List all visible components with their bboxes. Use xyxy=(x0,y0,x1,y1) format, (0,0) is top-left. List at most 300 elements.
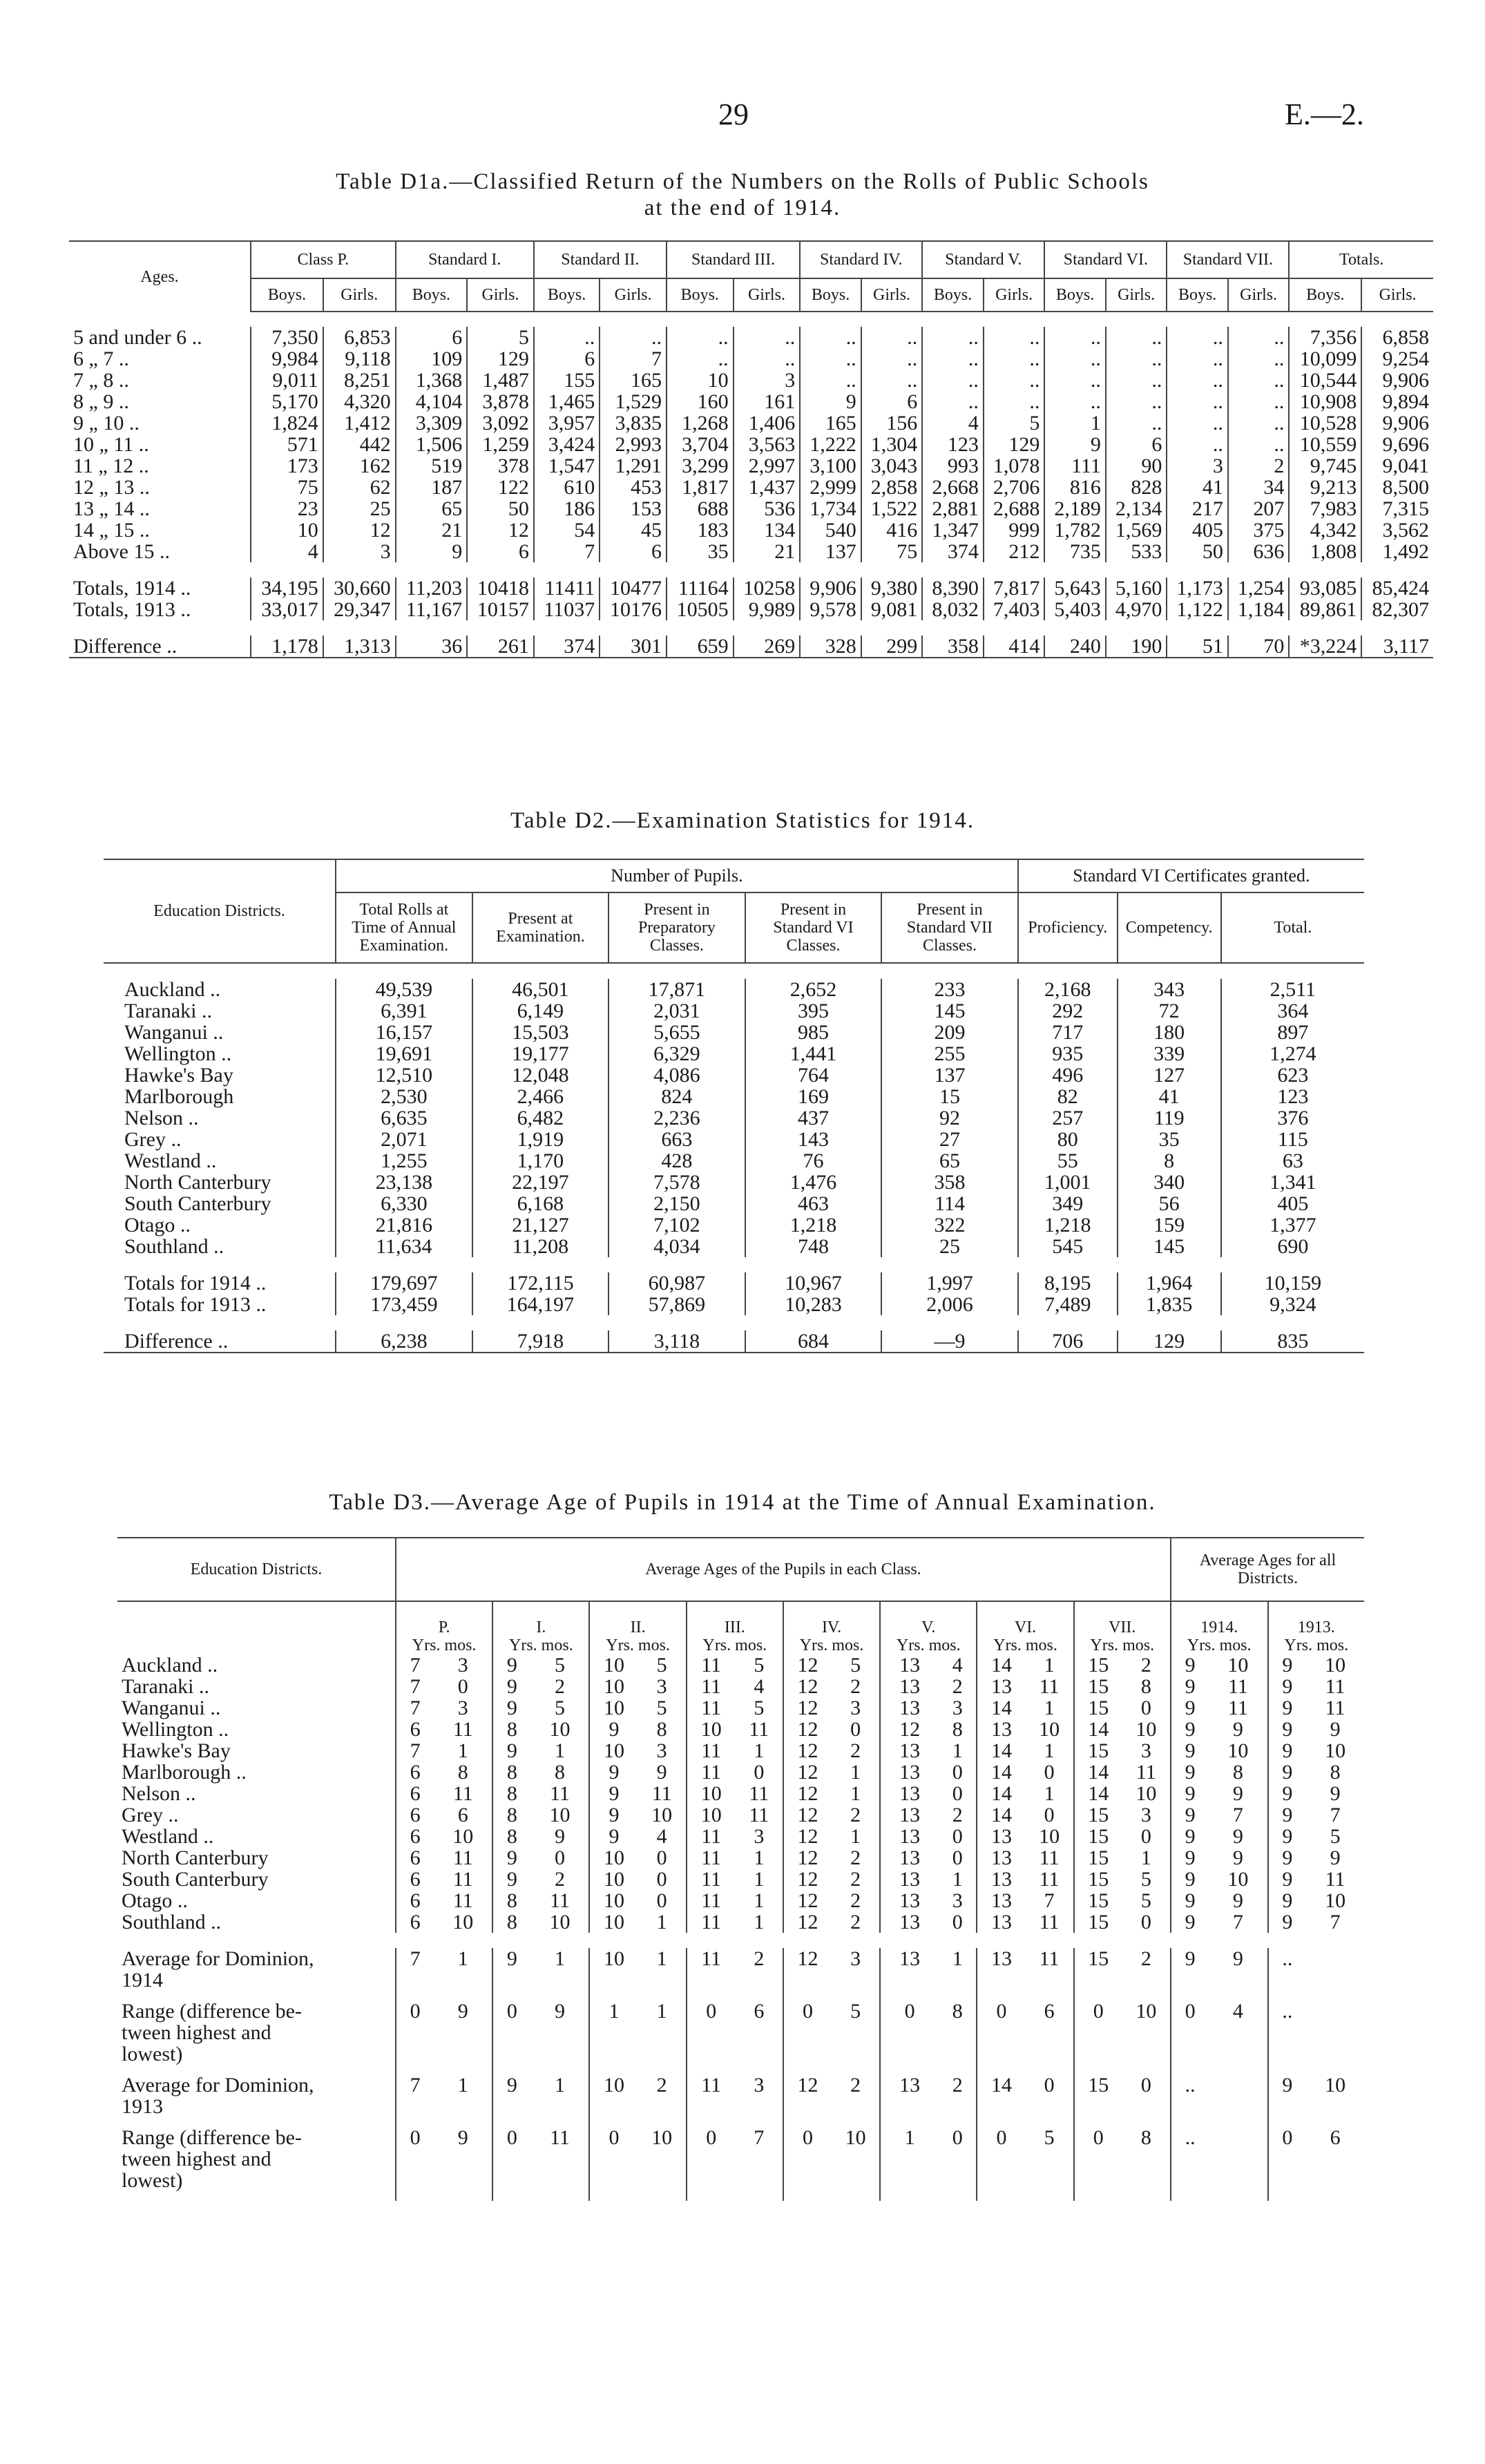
cell-value: 11 xyxy=(452,1868,473,1891)
cell-value: 3,424 xyxy=(534,434,600,455)
row-label: Taranaki .. xyxy=(122,1675,210,1698)
cell-value: 0 xyxy=(1044,1761,1055,1784)
table-row xyxy=(104,1129,1364,1150)
cell-value: 8 xyxy=(1232,1761,1243,1784)
cell-value: 540 xyxy=(800,519,861,541)
cell-value: 255 xyxy=(881,1043,1018,1064)
cell-value: 0 xyxy=(555,1846,565,1869)
cell-value: 85,424 xyxy=(1361,577,1433,599)
cell-value: 2,858 xyxy=(861,477,923,498)
cell-value: 9 xyxy=(1171,1826,1209,1847)
cell-value: 13 xyxy=(880,1948,939,2000)
row-label: 9 „ 10 .. xyxy=(73,412,140,434)
cell-value: 706 xyxy=(1018,1330,1118,1353)
units-label: Yrs. mos. xyxy=(412,1636,477,1654)
cell-value: .. xyxy=(861,327,923,348)
class-name: 1913. xyxy=(1297,1618,1335,1636)
cell-value: 11,634 xyxy=(336,1236,472,1257)
cell-value: 3 xyxy=(850,1947,861,1970)
cell-value: 137 xyxy=(881,1064,1018,1086)
cell-value: 111 xyxy=(1044,455,1106,477)
cell-value: .. xyxy=(800,327,861,348)
cell-value: 8 xyxy=(952,1718,963,1741)
cell-value: 663 xyxy=(609,1129,745,1150)
cell-value: 1,487 xyxy=(467,370,534,391)
table-d1a xyxy=(69,240,1433,658)
cell-value: 13 xyxy=(977,1948,1025,2000)
table-row xyxy=(69,477,1433,498)
cell-value: 11 xyxy=(687,1869,736,1890)
cell-value: 9 xyxy=(1330,1782,1341,1805)
cell-value: 45 xyxy=(600,519,667,541)
cell-value: 63 xyxy=(1221,1150,1364,1172)
class-header xyxy=(880,1601,977,1654)
cell-value xyxy=(1306,1948,1364,2000)
cell-value: 11 xyxy=(1136,1761,1156,1784)
cell-value: 207 xyxy=(1228,498,1290,519)
cell-value: 8 xyxy=(1118,1150,1221,1172)
cell-value: 2 xyxy=(1228,455,1290,477)
cell-value: 0 xyxy=(1140,2074,1151,2097)
cell-value: 21,816 xyxy=(336,1214,472,1236)
cell-value: 14 xyxy=(1074,1719,1122,1740)
cell-value: 4 xyxy=(754,1675,765,1698)
cell-value: 12 xyxy=(783,1890,832,1911)
cell-value: .. xyxy=(734,348,801,370)
cell-value: 0 xyxy=(977,2000,1025,2074)
cell-value: 82 xyxy=(1018,1086,1118,1107)
cell-value: 322 xyxy=(881,1214,1018,1236)
cell-value: 0 xyxy=(952,2126,963,2149)
cell-value: 10 xyxy=(651,2126,673,2149)
table-row xyxy=(104,979,1364,1000)
cell-value: 2 xyxy=(952,2074,963,2097)
cell-value: 3 xyxy=(1140,1804,1151,1826)
cell-value: 41 xyxy=(1167,477,1228,498)
cell-value: 9 xyxy=(1268,1761,1307,1783)
cell-value: 10,283 xyxy=(745,1294,882,1315)
cell-value: 2,466 xyxy=(472,1086,609,1107)
cell-value: 7,918 xyxy=(472,1330,609,1353)
cell-value: 11 xyxy=(1325,1697,1345,1719)
cell-value: 10 xyxy=(251,519,323,541)
cell-value: 0 xyxy=(977,2127,1025,2201)
cell-value: 134 xyxy=(734,519,801,541)
cell-value: 8 xyxy=(1140,1675,1151,1698)
cell-value: 9 xyxy=(492,1676,530,1697)
cell-value: 358 xyxy=(881,1172,1018,1193)
group-all-districts: Average Ages for all Districts. xyxy=(1171,1538,1364,1601)
cell-value: 11 xyxy=(452,1718,473,1741)
cell-value: 11 xyxy=(687,1697,736,1719)
cell-value: 172,115 xyxy=(472,1272,609,1294)
table-d1a-subtitle: at the end of 1914. xyxy=(644,195,841,220)
cell-value: 0 xyxy=(656,1846,667,1869)
cell-value: 9,745 xyxy=(1289,455,1361,477)
cell-value: 2,993 xyxy=(600,434,667,455)
cell-value: 416 xyxy=(861,519,923,541)
spacer xyxy=(69,562,1433,577)
row-label: Taranaki .. xyxy=(124,1000,213,1022)
cell-value: .. xyxy=(1268,2000,1307,2074)
cell-value: 2,881 xyxy=(922,498,984,519)
cell-value: 0 xyxy=(952,1911,963,1933)
cell-value: 12 xyxy=(783,1740,832,1761)
col-district: Education Districts. xyxy=(190,1560,323,1578)
spacer-cell xyxy=(69,620,251,636)
cell-value: 1 xyxy=(952,1868,963,1891)
table-row xyxy=(104,1214,1364,1236)
label-line: Average for Dominion, xyxy=(122,1947,314,1970)
cell-value: 1 xyxy=(555,2074,565,2097)
cell-value: 1,782 xyxy=(1044,519,1106,541)
cell-value: 1,304 xyxy=(861,434,923,455)
cell-value: 7 xyxy=(534,541,600,562)
table-row xyxy=(117,1783,1364,1804)
cell-value: 3,835 xyxy=(600,412,667,434)
cell-value: 9 xyxy=(1171,1890,1209,1911)
cell-value: 6,168 xyxy=(472,1193,609,1214)
cell-value: 11,208 xyxy=(472,1236,609,1257)
spacer xyxy=(104,1315,1364,1330)
cell-value: 12 xyxy=(783,1948,832,2000)
cell-value: 824 xyxy=(609,1086,745,1107)
cell-value: 748 xyxy=(745,1236,882,1257)
cell-value: 153 xyxy=(600,498,667,519)
cell-value: 16,157 xyxy=(336,1022,472,1043)
cell-value: 3,309 xyxy=(396,412,468,434)
cell-value: 9,118 xyxy=(323,348,396,370)
cell-value: 1,412 xyxy=(323,412,396,434)
table-d1a-title: Table D1a.—Classified Return of the Numbers on the Rolls of Public Schools xyxy=(336,169,1149,194)
cell-value: 145 xyxy=(881,1000,1018,1022)
cell-value: 0 xyxy=(1140,1697,1151,1719)
cell-value: 109 xyxy=(396,348,468,370)
cell-value: .. xyxy=(1106,327,1167,348)
cell-value: 0 xyxy=(1044,1804,1055,1826)
cell-value: 33,017 xyxy=(251,599,323,620)
cell-value: 15 xyxy=(1074,1948,1122,2000)
totals-row xyxy=(69,577,1433,599)
cell-value: .. xyxy=(861,370,923,391)
table-row xyxy=(117,1804,1364,1826)
cell-value: 7 xyxy=(754,2126,765,2149)
cell-value: .. xyxy=(1228,434,1290,455)
cell-value: 8 xyxy=(492,1911,530,1933)
cell-value: 9 xyxy=(1171,1911,1209,1933)
cell-value: 11 xyxy=(452,1889,473,1912)
cell-value: 29,347 xyxy=(323,599,396,620)
cell-value: 3 xyxy=(734,370,801,391)
cell-value: 209 xyxy=(881,1022,1018,1043)
cell-value: 2,006 xyxy=(881,1294,1018,1315)
cell-value: 156 xyxy=(861,412,923,434)
cell-value: 0 xyxy=(1140,1825,1151,1848)
cell-value: 14 xyxy=(977,1654,1025,1676)
cell-value: 13 xyxy=(880,1890,939,1911)
girls-header: Girls. xyxy=(1361,278,1433,312)
cell-value: 10 xyxy=(845,2126,866,2149)
cell-value: 5 xyxy=(467,327,534,348)
cell-value: 9 xyxy=(1268,1890,1307,1911)
cell-value: 10 xyxy=(549,1718,571,1741)
row-label: Grey .. xyxy=(124,1128,182,1151)
cell-value: 0 xyxy=(396,2000,434,2074)
table-row xyxy=(69,370,1433,391)
cell-value: 159 xyxy=(1118,1214,1221,1236)
cell-value: 12 xyxy=(783,1847,832,1869)
cell-value: 92 xyxy=(881,1107,1018,1129)
cell-value: 2,511 xyxy=(1221,979,1364,1000)
cell-value: 9 xyxy=(589,1783,638,1804)
cell-value: 9 xyxy=(1268,1911,1307,1933)
cell-value: 261 xyxy=(467,636,534,658)
cell-value: 161 xyxy=(734,391,801,412)
cell-value: 12 xyxy=(783,1697,832,1719)
label-line: Range (difference be- xyxy=(122,2000,302,2023)
cell-value: 571 xyxy=(251,434,323,455)
cell-value: 13 xyxy=(880,1869,939,1890)
cell-value: 993 xyxy=(922,455,984,477)
cell-value: 27 xyxy=(881,1129,1018,1150)
cell-value: 13 xyxy=(880,1761,939,1783)
row-label: South Canterbury xyxy=(124,1192,271,1215)
cell-value: 11 xyxy=(687,1847,736,1869)
table-row xyxy=(69,434,1433,455)
cell-value: 4,034 xyxy=(609,1236,745,1257)
cell-value: 2,134 xyxy=(1106,498,1167,519)
cell-value: 11037 xyxy=(534,599,600,620)
cell-value: 10 xyxy=(667,370,734,391)
cell-value: 60,987 xyxy=(609,1272,745,1294)
units-label: Yrs. mos. xyxy=(896,1636,961,1654)
cell-value: 15,503 xyxy=(472,1022,609,1043)
row-label: Grey .. xyxy=(122,1804,179,1826)
cell-value: 0 xyxy=(880,2000,939,2074)
class-header xyxy=(1171,1601,1268,1654)
cell-value: 453 xyxy=(600,477,667,498)
row-label: Westland .. xyxy=(124,1149,217,1172)
cell-value: 162 xyxy=(323,455,396,477)
cell-value: 9 xyxy=(492,1847,530,1869)
cell-value: 9,578 xyxy=(800,599,861,620)
cell-value: 9 xyxy=(1232,1947,1243,1970)
spacer-cell xyxy=(69,312,251,327)
cell-value: 375 xyxy=(1228,519,1290,541)
cell-value: 4,970 xyxy=(1106,599,1167,620)
cell-value: 7,489 xyxy=(1018,1294,1118,1315)
cell-value: 349 xyxy=(1018,1193,1118,1214)
cell-value: 6 xyxy=(754,2000,765,2023)
boys-header: Boys. xyxy=(396,278,468,312)
cell-value: 3,043 xyxy=(861,455,923,477)
cell-value: 82,307 xyxy=(1361,599,1433,620)
cell-value: 6 xyxy=(396,327,468,348)
cell-value: 13 xyxy=(880,1676,939,1697)
cell-value: 11 xyxy=(687,1654,736,1676)
cell-value: 8,032 xyxy=(922,599,984,620)
cell-value: 9 xyxy=(1268,1847,1307,1869)
row-label: 11 „ 12 .. xyxy=(73,455,149,477)
cell-value: 129 xyxy=(984,434,1045,455)
class-name: V. xyxy=(921,1618,936,1636)
cell-value: 25 xyxy=(323,498,396,519)
cell-value: 11 xyxy=(687,1826,736,1847)
cell-value: 17,871 xyxy=(609,979,745,1000)
cell-value: 15 xyxy=(1074,1890,1122,1911)
cell-value: 10 xyxy=(589,1654,638,1676)
cell-value: 21,127 xyxy=(472,1214,609,1236)
cell-value: 9 xyxy=(589,1826,638,1847)
cell-value: 6 xyxy=(457,1804,468,1826)
class-header: Standard IV. xyxy=(800,241,922,278)
cell-value: 299 xyxy=(861,636,923,658)
cell-value: 0 xyxy=(1044,2074,1055,2097)
cell-value: 2 xyxy=(754,1947,765,1970)
cell-value: 8 xyxy=(492,1761,530,1783)
cell-value: 11 xyxy=(687,2074,736,2127)
cell-value: 9 xyxy=(1268,1719,1307,1740)
cell-value: 9,906 xyxy=(800,577,861,599)
cell-value: 2,706 xyxy=(984,477,1045,498)
cell-value: 0 xyxy=(952,1782,963,1805)
cell-value: .. xyxy=(1228,412,1290,434)
cell-value: 1,569 xyxy=(1106,519,1167,541)
cell-value: 9,906 xyxy=(1361,370,1433,391)
cell-value: .. xyxy=(922,348,984,370)
cell-value: 7,315 xyxy=(1361,498,1433,519)
cell-value: 10 xyxy=(452,1911,474,1933)
row-label: Above 15 .. xyxy=(73,540,170,563)
cell-value: 7,983 xyxy=(1289,498,1361,519)
cell-value: 2,071 xyxy=(336,1129,472,1150)
cell-value: 5 xyxy=(754,1654,765,1677)
cell-value: 1,078 xyxy=(984,455,1045,477)
cell-value: 6,238 xyxy=(336,1330,472,1353)
cell-value: 414 xyxy=(984,636,1045,658)
cell-value: 1,222 xyxy=(800,434,861,455)
cell-value: 1,824 xyxy=(251,412,323,434)
cell-value: 11 xyxy=(687,1911,736,1933)
cell-value: 9 xyxy=(1171,1847,1209,1869)
row-label: 8 „ 9 .. xyxy=(73,390,129,413)
cell-value: 160 xyxy=(667,391,734,412)
cell-value: 1,274 xyxy=(1221,1043,1364,1064)
group-classes: Average Ages of the Pupils in each Class. xyxy=(396,1538,1171,1601)
cell-value: 1 xyxy=(457,1739,468,1762)
cell-value: 15 xyxy=(881,1086,1018,1107)
cell-value: 496 xyxy=(1018,1064,1118,1086)
class-name: II. xyxy=(630,1618,646,1636)
cell-value: .. xyxy=(1106,391,1167,412)
cell-value: 65 xyxy=(396,498,468,519)
cell-value: 6,330 xyxy=(336,1193,472,1214)
cell-value: 54 xyxy=(534,519,600,541)
cell-value: 10 xyxy=(589,1869,638,1890)
label-line: tween highest and xyxy=(122,2021,271,2044)
cell-value: 9 xyxy=(1171,1948,1209,2000)
cell-value: .. xyxy=(922,370,984,391)
cell-value: 12 xyxy=(783,2074,832,2127)
row-label: Hawke's Bay xyxy=(124,1064,233,1087)
cell-value: 9,984 xyxy=(251,348,323,370)
cell-value: 0 xyxy=(952,1761,963,1784)
cell-value: 11 xyxy=(687,1761,736,1783)
cell-value: 165 xyxy=(800,412,861,434)
cell-value: 999 xyxy=(984,519,1045,541)
cell-value: 10 xyxy=(1325,1889,1346,1912)
label-line: Average for Dominion, xyxy=(122,2074,314,2097)
units-label: Yrs. mos. xyxy=(702,1636,767,1654)
cell-value: 636 xyxy=(1228,541,1290,562)
cell-value: 10 xyxy=(1325,1654,1346,1677)
row-label: Totals for 1913 .. xyxy=(124,1293,267,1316)
cell-value: 3,117 xyxy=(1361,636,1433,658)
cell-value: 395 xyxy=(745,1000,882,1022)
cell-value: 15 xyxy=(1074,1697,1122,1719)
cell-value: 7 xyxy=(1044,1889,1055,1912)
cell-value: 165 xyxy=(600,370,667,391)
cell-value: 5 xyxy=(555,1654,565,1677)
cell-value xyxy=(1209,2127,1267,2201)
cell-value: 2,997 xyxy=(734,455,801,477)
row-label: Nelson .. xyxy=(124,1107,199,1129)
cell-value: 6,329 xyxy=(609,1043,745,1064)
cell-value: 1 xyxy=(880,2127,939,2201)
cell-value: 14 xyxy=(977,1783,1025,1804)
cell-value: 12 xyxy=(783,1783,832,1804)
cell-value: 8 xyxy=(457,1761,468,1784)
cell-value: 1,173 xyxy=(1167,577,1228,599)
cell-value: 1 xyxy=(754,1868,765,1891)
cell-value: .. xyxy=(1167,370,1228,391)
cell-value: 8 xyxy=(492,1890,530,1911)
row-label: Westland .. xyxy=(122,1825,214,1848)
cell-value: 13 xyxy=(977,1847,1025,1869)
row-label: 12 „ 13 .. xyxy=(73,476,150,499)
cell-value: 2,999 xyxy=(800,477,861,498)
cell-value: 12 xyxy=(783,1719,832,1740)
class-header xyxy=(687,1601,783,1654)
cell-value: 14 xyxy=(977,1740,1025,1761)
row-label: 5 and under 6 .. xyxy=(73,326,202,349)
cell-value: 1,218 xyxy=(1018,1214,1118,1236)
cell-value: 6 xyxy=(396,1719,434,1740)
cell-value: 1,492 xyxy=(1361,541,1433,562)
cell-value: 3,299 xyxy=(667,455,734,477)
cell-value: 3,092 xyxy=(467,412,534,434)
cell-value: 9 xyxy=(1232,1825,1243,1848)
label-line: Range (difference be- xyxy=(122,2126,302,2149)
class-header: Class P. xyxy=(251,241,396,278)
class-header xyxy=(396,1601,492,1654)
cell-value: 15 xyxy=(1074,1804,1122,1826)
cell-value: 46,501 xyxy=(472,979,609,1000)
cell-value: 9 xyxy=(589,1719,638,1740)
cell-value: 155 xyxy=(534,370,600,391)
row-label: South Canterbury xyxy=(122,1868,269,1891)
cell-value: 6,853 xyxy=(323,327,396,348)
cell-value: 72 xyxy=(1118,1000,1221,1022)
cell-value: 9 xyxy=(1171,1719,1209,1740)
cell-value: 5 xyxy=(656,1697,667,1719)
cell-value: 0 xyxy=(783,2000,832,2074)
cell-value: 8 xyxy=(492,1804,530,1826)
class-name: 1914. xyxy=(1200,1618,1238,1636)
class-header: Standard V. xyxy=(922,241,1044,278)
cell-value: 12 xyxy=(783,1676,832,1697)
cell-value: 89,861 xyxy=(1289,599,1361,620)
